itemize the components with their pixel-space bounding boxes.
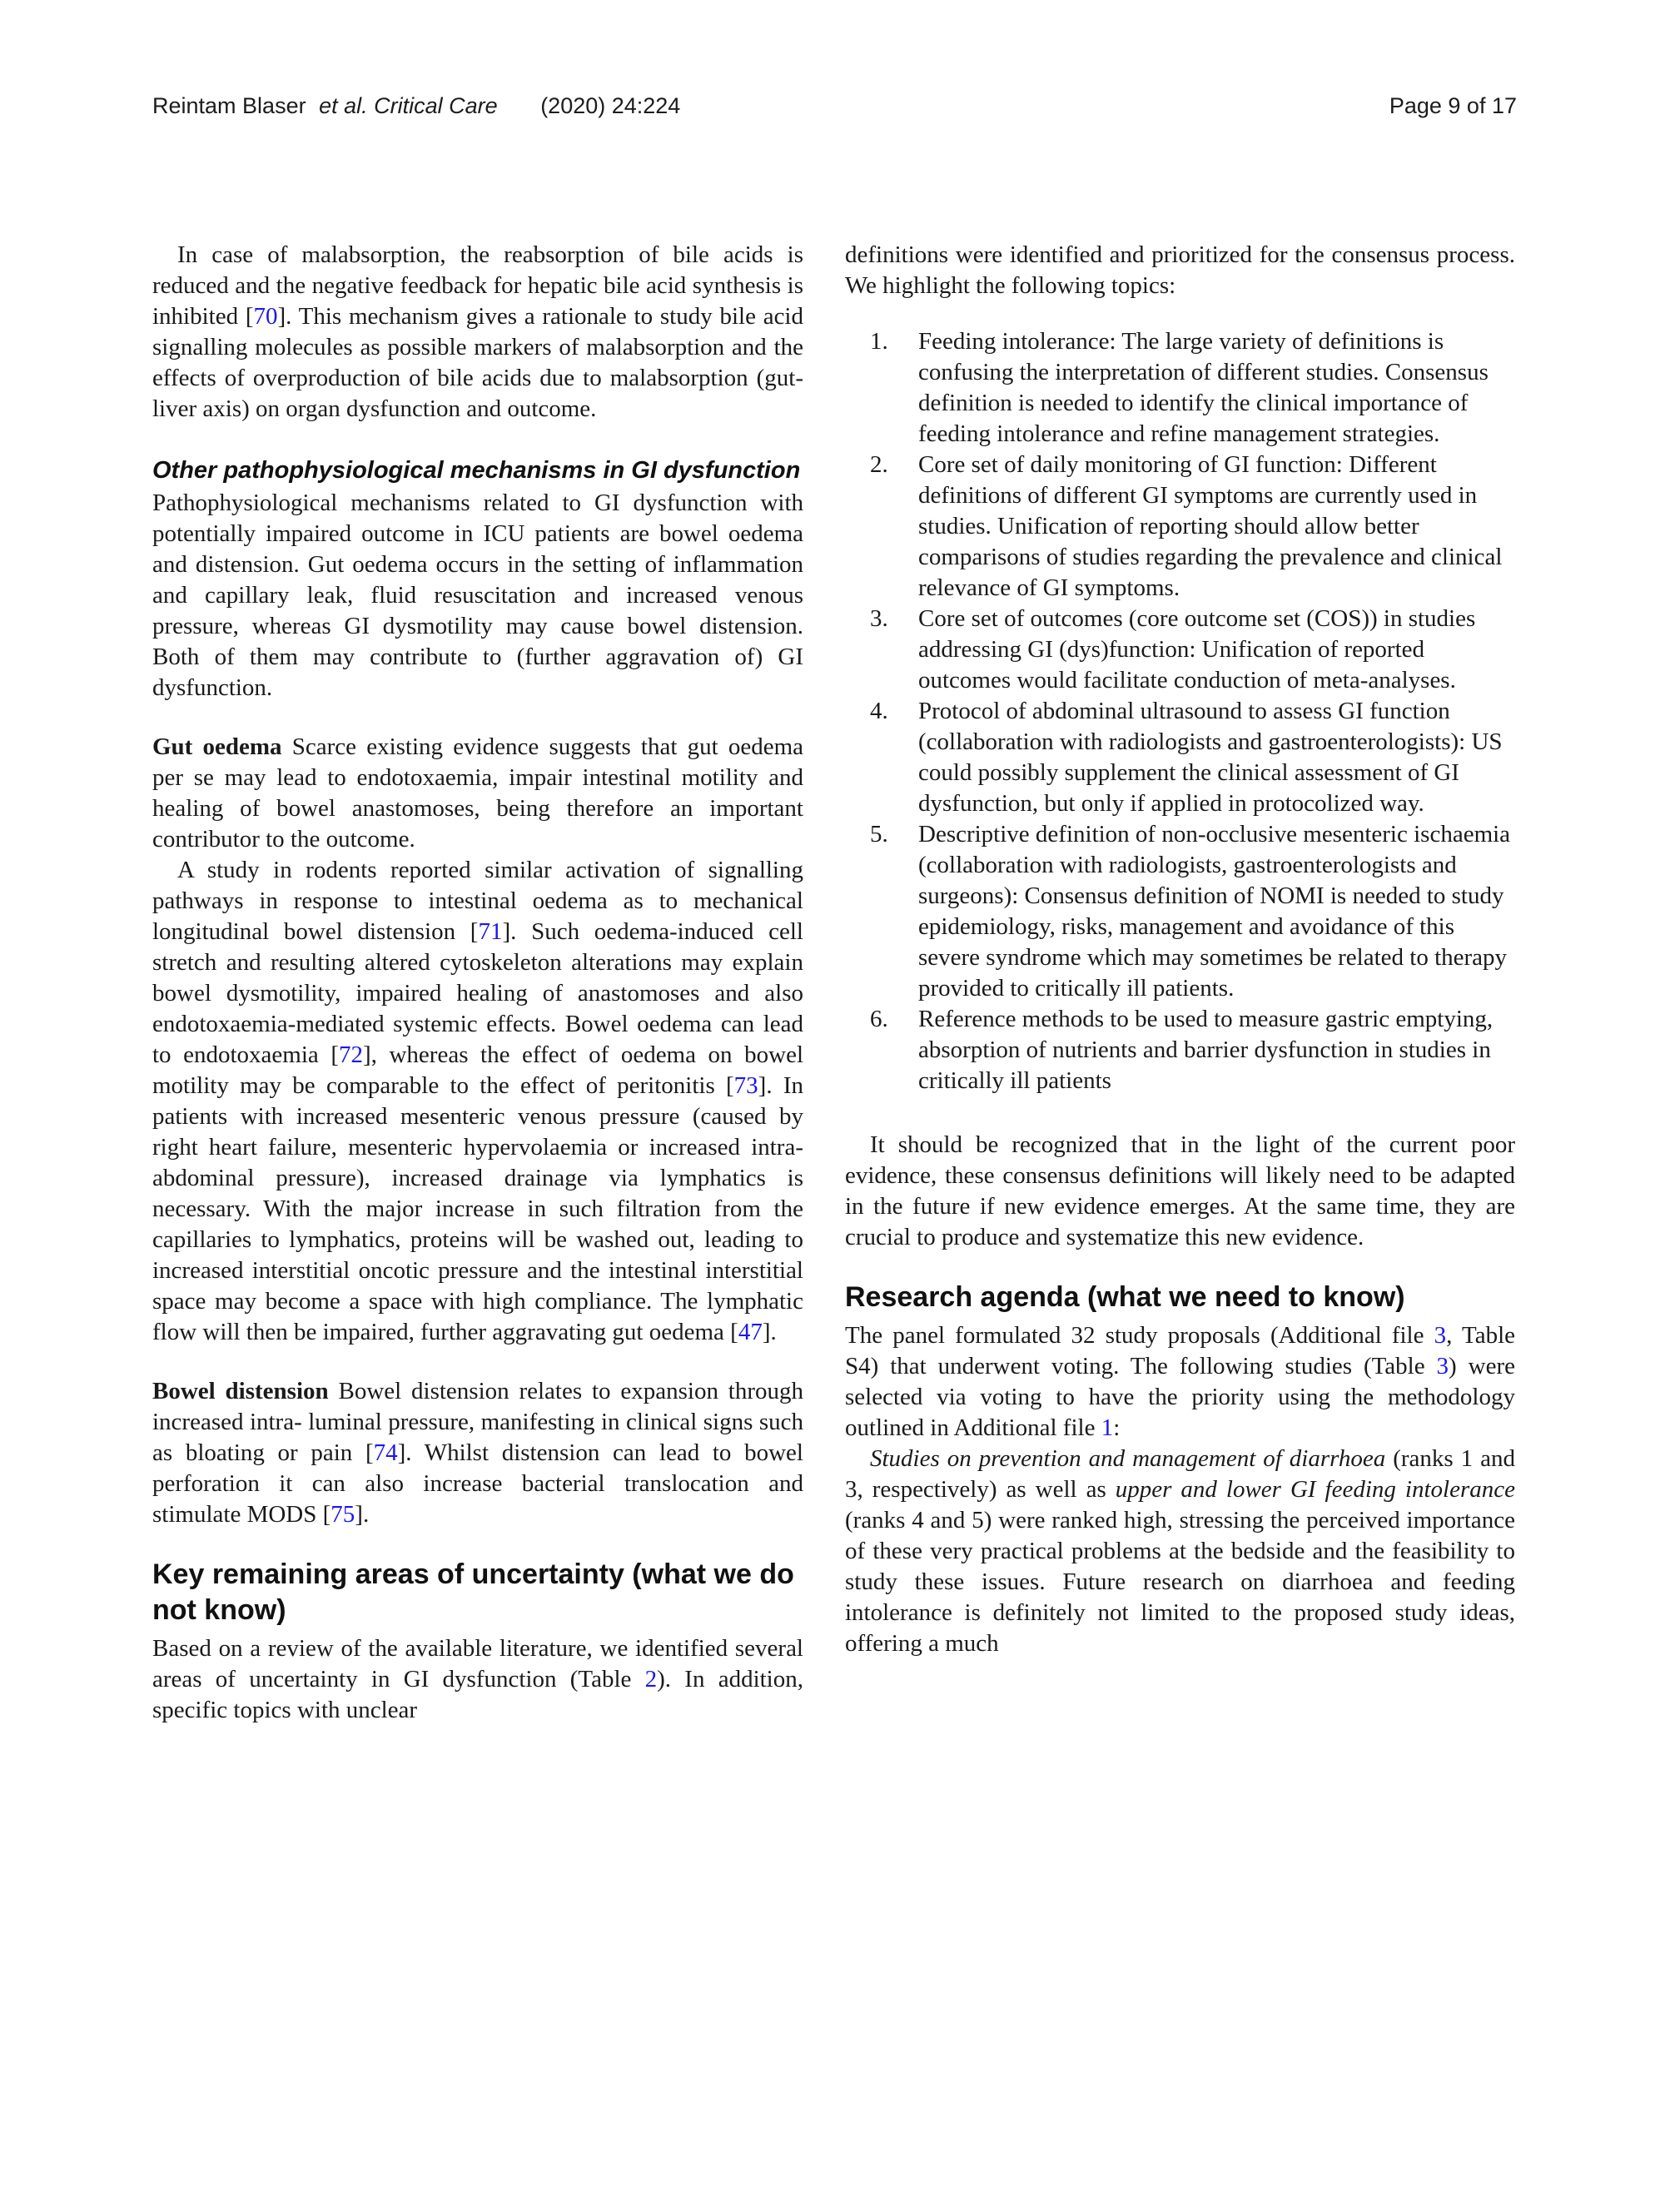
paragraph-rodent-study: A study in rodents reported similar activation of signalling pathways in response to intestinal oedema as to mechanical longitudinal bowel distension [71]. Such oedema-induced cell stretch and resulting altered cytoskeleton alterations may explain bowel dysmotility, impaired healing of anastomoses and also endotoxaemia-mediated systemic effects. Bowel oedema can lead to endotoxaemia [72], whereas the effect of oedema on bowel motility may be comparable to the effect of peritonitis [73]. In patients with increased mesenteric venous pressure (caused by right heart failure, mesenteric hypervolaemia or increased intra-abdominal pressure), increased drainage via lymphatics is necessary. With the major increase in such filtration from the capillaries to lymphatics, proteins will be washed out, leading to increased interstitial oncotic pressure and the intestinal interstitial space may become a space with high compliance. The lymphatic flow will then be impaired, further aggravating gut oedema [47]. [152, 857, 804, 1345]
list-item-text: Core set of daily monitoring of GI function: Different definitions of different GI symptoms are currently used in studies. Unification of reporting should allow better comparisons of studies regarding the prevalence and clinical relevance of GI symptoms. [918, 451, 1503, 601]
list-item-feeding-intolerance [870, 326, 1515, 450]
page-header [152, 93, 1517, 119]
paragraph-definitions-continued: definitions were identified and prioritized for the consensus process. We highlight the following topics: [845, 241, 1515, 299]
list-item-number: 1. [870, 328, 888, 355]
paragraph-it-should-be-recognized: It should be recognized that in the light of the current poor evidence, these consensus definitions will likely need to be adapted in the future if new evidence emerges. At the same time, they are crucial to produce and systematize this new evidence. [845, 1131, 1515, 1250]
list-item-text: Protocol of abdominal ultrasound to assess GI function (collaboration with radiologists and gastroenterologists): US could possibly supplement the clinical assessment of GI dysfunction, but only if applied in protocolized way. [918, 698, 1503, 817]
reference-link[interactable]: 74 [373, 1439, 398, 1466]
paragraph-pathophysiological-mechanisms: Pathophysiological mechanisms related to GI dysfunction with potentially impaired outcome in ICU patients are bowel oedema and distension. Gut oedema occurs in the setting of inflammation and capillary leak, fluid resuscitation and increased venous pressure, whereas GI dysmotility may cause bowel distension. Both of them may contribute to (further aggravation of) GI dysfunction. [152, 490, 803, 701]
running-head-journal: et al. Critical Care [319, 93, 498, 118]
list-item-core-set-outcomes [870, 604, 1515, 696]
paragraph-bowel-distension: Bowel distension Bowel distension relates to expansion through increased intra- luminal pressure, manifesting in clinical signs such as bloating or pain [74]. Whilst distension can lead to bowel perforation it can also increase bacterial translocation and stimulate MODS [75]. [152, 1378, 803, 1528]
list-item-reference-methods [870, 1004, 1515, 1096]
page-number: Page 9 of 17 [1389, 93, 1517, 118]
right-column [845, 240, 1515, 1726]
reference-link[interactable]: 2 [644, 1666, 658, 1693]
paragraph-based-on-review: Based on a review of the available literature, we identified several areas of uncertainty in GI dysfunction (Table 2). In addition, specific topics with unclear [152, 1635, 803, 1723]
paragraph-panel-proposals: The panel formulated 32 study proposals (Additional file 3, Table S4) that underwent voting. The following studies (Table 3) were selected via voting to have the priority using the methodology outlined in Additional file 1: [845, 1322, 1516, 1441]
paragraph-gut-oedema: Gut oedema Scarce existing evidence suggests that gut oedema per se may lead to endotoxaemia, impair intestinal motility and healing of bowel anastomoses, being therefore an important contributor to the outcome. [152, 733, 803, 852]
list-item-number: 6. [870, 1006, 888, 1032]
reference-link[interactable]: 71 [478, 918, 503, 945]
running-head-citation: (2020) 24:224 [540, 93, 681, 118]
list-item-number: 3. [870, 605, 888, 632]
paragraph-studies-on-prevention: Studies on prevention and management of diarrhoea (ranks 1 and 3, respectively) as well as upper and lower GI feeding intolerance (ranks 4 and 5) were ranked high, stressing the perceived importance of these very practical problems at the bedside and the feasibility to study these issues. Future research on diarrhoea and feeding intolerance is definitely not limited to the proposed study ideas, offering a much [845, 1445, 1515, 1657]
section-heading-key-remaining-areas: Key remaining areas of uncertainty (what we do not know) [152, 1558, 794, 1626]
list-item-number: 5. [870, 821, 888, 848]
running-head [152, 93, 687, 119]
reference-link[interactable]: 70 [253, 303, 278, 330]
left-column [152, 240, 803, 1726]
list-item-number: 2. [870, 451, 888, 478]
reference-link[interactable]: 3 [1434, 1322, 1447, 1349]
list-item-text: Reference methods to be used to measure gastric emptying, absorption of nutrients and barrier dysfunction in studies in critically ill patients [918, 1006, 1494, 1094]
list-item-text: Feeding intolerance: The large variety of definitions is confusing the interpretation of different studies. Consensus definition is needed to identify the clinical importance of feeding intolerance and refine management strategies. [918, 328, 1489, 447]
reference-link[interactable]: 47 [738, 1319, 763, 1345]
reference-link[interactable]: 72 [339, 1041, 364, 1068]
list-item-ultrasound-protocol [870, 696, 1515, 819]
running-head-authors: Reintam Blaser [152, 93, 306, 118]
section-heading-other-mechanisms: Other pathophysiological mechanisms in GI dysfunction [152, 457, 801, 484]
list-item-nomi-definition [870, 819, 1515, 1004]
reference-link[interactable]: 75 [331, 1501, 355, 1528]
numbered-topic-list [845, 326, 1515, 1096]
list-item-number: 4. [870, 698, 888, 724]
section-heading-research-agenda: Research agenda (what we need to know) [845, 1281, 1405, 1313]
reference-link[interactable]: 3 [1436, 1353, 1449, 1379]
two-column-body [152, 240, 1515, 1726]
paragraph-malabsorption: In case of malabsorption, the reabsorption of bile acids is reduced and the negative feedback for hepatic bile acid synthesis is inhibited [70]. This mechanism gives a rationale to study bile acid signalling molecules as possible markers of malabsorption and the effects of overproduction of bile acids due to malabsorption (gut-liver axis) on organ dysfunction and outcome. [152, 241, 803, 422]
list-item-text: Core set of outcomes (core outcome set (COS)) in studies addressing GI (dys)function: Unification of reported outcomes would facilitate conduction of meta-analyses. [918, 605, 1476, 693]
list-item-text: Descriptive definition of non-occlusive mesenteric ischaemia (collaboration with radiologists, gastroenterologists and surgeons): Consensus definition of NOMI is needed to study epidemiology, risks, management and avoidance of this severe syndrome which may sometimes be related to therapy provided to critically ill patients. [918, 821, 1511, 1002]
list-item-core-set-monitoring [870, 450, 1515, 604]
reference-link[interactable]: 1 [1101, 1414, 1114, 1441]
reference-link[interactable]: 73 [733, 1072, 758, 1099]
